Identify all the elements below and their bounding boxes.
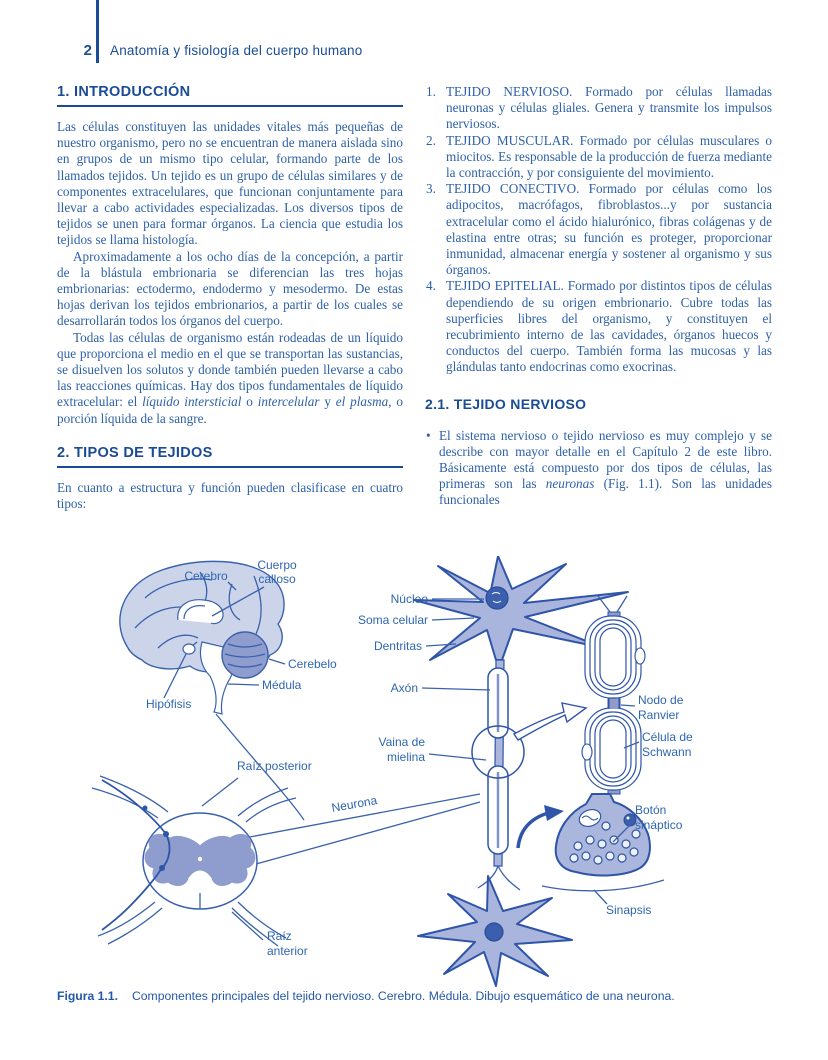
label-axon: Axón [390, 681, 418, 695]
label-dentritas: Dentritas [373, 639, 422, 653]
list-text: TEJIDO MUSCULAR. Formado por células musculares o miocitos. Es responsable de la producción de fuerza mediante la contracción, y por consiguiente del movimiento. [446, 132, 772, 181]
label-sinapsis: Sinapsis [606, 903, 652, 917]
label-cerebro: Cerebro [184, 569, 228, 583]
list-item-tejido-conectivo [425, 181, 772, 278]
label-schwann-line2: Schwann [642, 745, 692, 759]
header-divider-bar [96, 0, 99, 63]
lower-neuron-illustration [418, 876, 572, 986]
label-soma-celular: Soma celular [357, 613, 428, 627]
figure-caption-text: Componentes principales del tejido nervioso. Cerebro. Médula. Dibujo esquemático de una neurona. [131, 989, 675, 1003]
leader-nodo [621, 705, 635, 706]
label-nodo-line2: Ranvier [638, 708, 680, 722]
label-schwann-line1: Célula de [642, 730, 693, 744]
list-number: 2. [426, 132, 436, 148]
leader-axon [422, 688, 490, 690]
label-raiz-anterior-line1: Raíz [267, 929, 292, 943]
list-number: 4. [426, 278, 436, 294]
list-item-tejido-muscular [425, 133, 772, 182]
list-text: TEJIDO EPITELIAL. Formado por distintos tipos de células dependiendo de su origen embrionario. Cubre todas las superficies libres del organismo, y constituyen el recubrimiento interno de las cavidades, órganos huecos y conductos del cuerpo. También forma las mucosas y las glándulas tanto endocrinas como exocrinas. [446, 278, 772, 375]
leader-medula [228, 684, 259, 685]
tipos-intro-line: En cuanto a estructura y función pueden clasificase en cuatro tipos: [57, 479, 403, 512]
intro-paragraph-2: Aproximadamente a los ocho días de la concepción, a partir de la blástula embrionaria se diferencian las tres hojas embrionarias: ectodermo, endodermo y mesodermo. De estas hojas derivan los tejidos embrionarios, a partir de los cuales se desarrollarán todos los órganos del cuerpo. [57, 248, 403, 329]
list-item-tejido-nervioso [425, 84, 772, 133]
label-cuerpo-calloso-line2: calloso [258, 572, 296, 586]
label-nodo-line1: Nodo de [638, 693, 684, 707]
magnify-arrow-icon [514, 703, 586, 740]
running-title: Anatomía y fisiología del cuerpo humano [110, 43, 363, 58]
page-number: 2 [83, 42, 92, 59]
neuron-nucleus [486, 587, 508, 609]
label-vaina-line1: Vaina de [378, 735, 425, 749]
bullet-paragraph: • El sistema nervioso o tejido nervioso es muy complejo y se describe con mayor detalle en el Capítulo 2 de este libro. Básicamente está compuesto por dos tipos de células, las primeras son las neuronas (Fig. 1.1). Son las unidades funcionales [426, 427, 772, 508]
label-cuerpo-calloso-line1: Cuerpo [257, 558, 297, 572]
leader-sinapsis [594, 890, 607, 904]
leader-soma [432, 618, 474, 620]
list-number: 3. [426, 181, 436, 197]
intro-paragraph-3: Todas las células de organismo están rodeadas de un líquido que proporciona el medio en el que se transportan las sustancias, se disuelven los solutos y donde también pueden llevarse a cabo las reacciones químicas. Hay dos tipos fundamentales de líquido extracelular: el líquido intersticial o intercelular y el plasma, o porción líquida de la sangre. [57, 329, 403, 426]
list-text: TEJIDO CONECTIVO. Formado por células como los adipocitos, macrófagos, fibroblastos...y por sustancia extracelular como el ácido hialurónico, fibras colágenas y de elastina entre otras; su función es proteger, proporcionar inmunidad, almacenar energía y sostener al organismo y sus órganos. [446, 181, 772, 278]
leader-raiz-anterior [232, 912, 263, 940]
nervous-tissue-illustration [50, 556, 780, 988]
figure-1-1 [50, 556, 780, 988]
label-medula: Médula [262, 678, 302, 692]
label-raiz-posterior: Raíz posterior [237, 759, 312, 773]
subsection-heading-tejido-nervioso: 2.1. TEJIDO NERVIOSO [425, 395, 587, 412]
label-vaina-line2: mielina [386, 750, 425, 764]
list-text: TEJIDO NERVIOSO. Formado por células llamadas neuronas y células gliales. Genera y transmite los impulsos nerviosos. [446, 84, 772, 132]
intro-paragraph-1: Las células constituyen las unidades vitales más pequeñas de nuestro organismo, pero no se encuentran de manera aislada sino en grupos de un mismo tipo celular, formando parte de los llamados tejidos. Un tejido es un grupo de células similares y de componentes extracelulares, que funcionan conjuntamente para llevar a cabo actividades especializadas. Los diversos tipos de tejidos se unen para formar órganos. La ciencia que estudia los tejidos se llama histología. [57, 119, 403, 248]
list-number: 1. [426, 84, 436, 99]
spinal-cord-illustration [92, 776, 480, 946]
bullet-marker: • [426, 427, 431, 443]
section-heading-tipos: 2. TIPOS DE TEJIDOS [57, 445, 403, 468]
figure-caption-label: Figura 1.1. [57, 989, 118, 1003]
label-boton-line1: Botón [635, 803, 667, 817]
section-heading-introduccion: 1. INTRODUCCIÓN [57, 84, 403, 107]
label-neurona: Neurona [330, 793, 379, 815]
label-nucleo: Núcleo [390, 592, 428, 606]
left-column [57, 84, 403, 512]
label-cerebelo: Cerebelo [288, 657, 337, 671]
leader-vaina [429, 754, 486, 760]
label-boton-line2: sináptico [635, 818, 683, 832]
label-raiz-anterior-line2: anterior [267, 944, 308, 958]
synapse-arrow-icon [518, 813, 548, 848]
right-column [425, 84, 772, 509]
list-item-tejido-epitelial [425, 278, 772, 375]
label-hipofisis: Hipófisis [146, 697, 192, 711]
leader-cerebelo [269, 659, 285, 664]
figure-caption [57, 989, 797, 1003]
leader-raiz-posterior [202, 778, 238, 806]
myelin-detail-illustration [582, 596, 645, 794]
